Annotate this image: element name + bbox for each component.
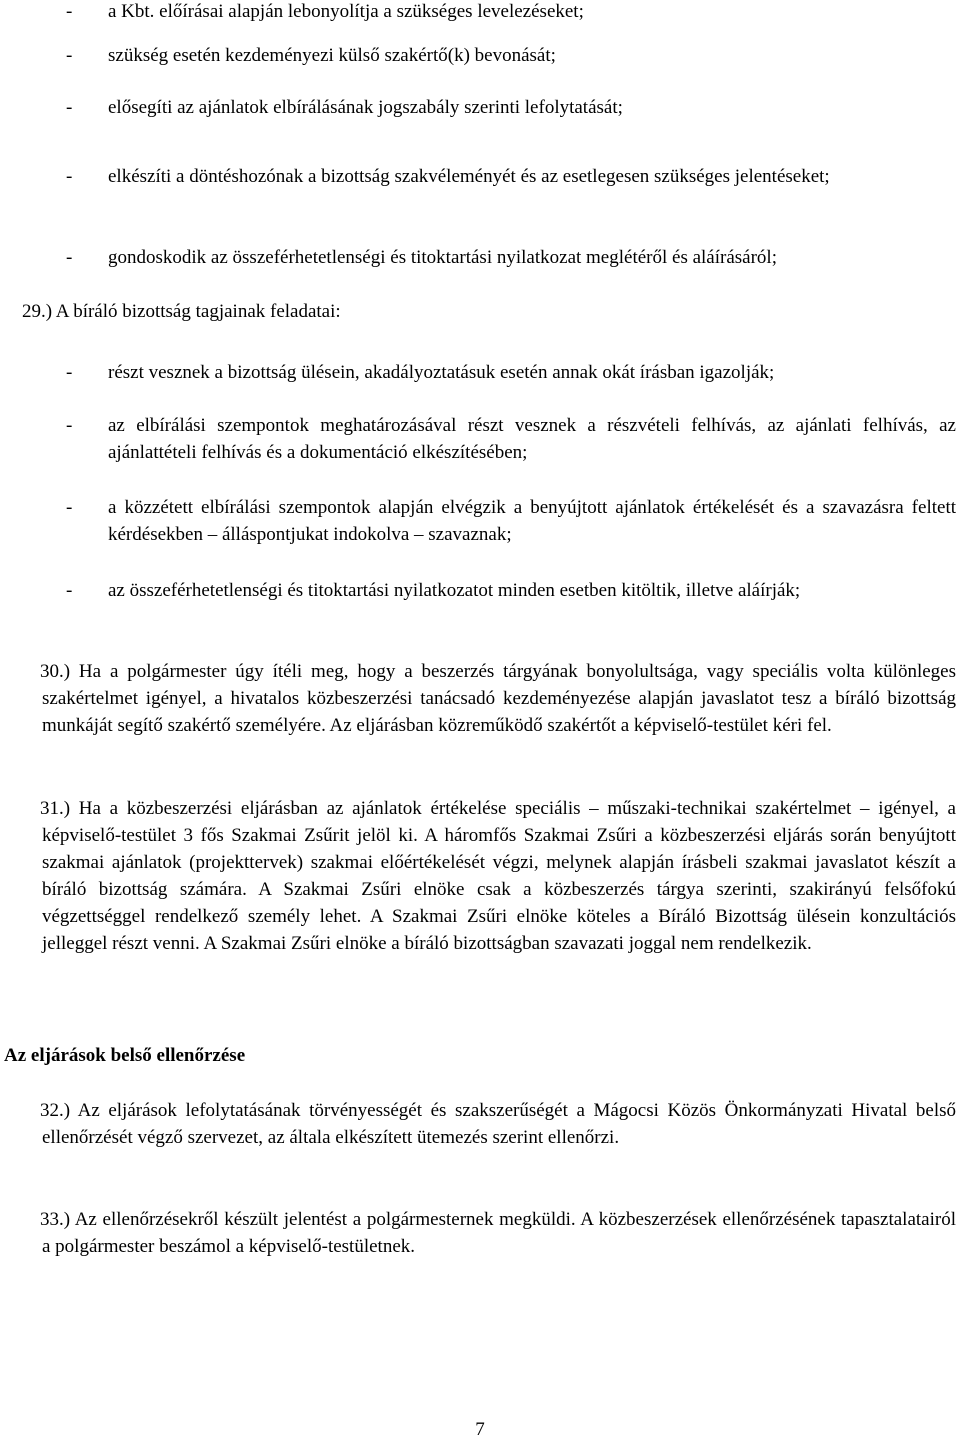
- list-item-text: az elbírálási szempontok meghatározásával részt vesznek a részvételi felhívás, az ajánlati felhívás, az ajánlattételi felhívás és a dokumentáció elkészítésében;: [108, 415, 956, 463]
- list-item-text: az összeférhetetlenségi és titoktartási nyilatkozatot minden esetben kitöltik, illetve aláírják;: [108, 580, 801, 601]
- list-item: [66, 412, 956, 466]
- list-item: [66, 94, 956, 121]
- list-item-text: szükség esetén kezdeményezi külső szakértő(k) bevonását;: [108, 45, 556, 66]
- page-number: 7: [475, 1419, 485, 1440]
- list-item: [66, 494, 956, 548]
- list-item: [66, 577, 956, 604]
- list-dash: -: [66, 45, 73, 66]
- list-item: [66, 359, 956, 386]
- list-dash: -: [66, 1, 73, 22]
- list-dash: -: [66, 415, 73, 436]
- list-dash: -: [66, 166, 73, 187]
- list-item: [66, 163, 956, 190]
- list-item-text: elkészíti a döntéshozónak a bizottság szakvéleményét és az esetlegesen szükséges jelentéseket;: [108, 166, 830, 187]
- list-item-text: a közzétett elbírálási szempontok alapján elvégzik a benyújtott ajánlatok értékelését és a szavazásra feltett kérdésekben – álláspontjukat indokolva – szavaznak;: [108, 497, 956, 545]
- section-29-title: 29.) A bíráló bizottság tagjainak feladatai:: [22, 301, 341, 322]
- list-item: [66, 0, 956, 25]
- list-item-text: gondoskodik az összeférhetetlenségi és titoktartási nyilatkozat meglétéről és aláírásáról;: [108, 247, 777, 268]
- section-30-paragraph: 30.) Ha a polgármester úgy ítéli meg, hogy a beszerzés tárgyának bonyolultsága, vagy speciális volta különleges szakértelmet igényel, a hivatalos közbeszerzési tanácsadó kezdeményezése alapján javaslatot tesz a bíráló bizottság munkáját segítő szakértő személyére. Az eljárásban közreműködő szakértőt a képviselő-testület kéri fel.: [40, 661, 956, 736]
- section-33-paragraph: 33.) Az ellenőrzésekről készült jelentést a polgármesternek megküldi. A közbeszerzések ellenőrzésének tapasztalatairól a polgármester beszámol a képviselő-testületnek.: [40, 1209, 956, 1257]
- list-dash: -: [66, 497, 73, 518]
- list-dash: -: [66, 580, 73, 601]
- list-item-text: elősegíti az ajánlatok elbírálásának jogszabály szerinti lefolytatását;: [108, 97, 623, 118]
- section-31-paragraph: 31.) Ha a közbeszerzési eljárásban az ajánlatok értékelése speciális – műszaki-technikai szakértelmet – igényel, a képviselő-testület 3 fős Szakmai Zsűrit jelöl ki. A háromfős Szakmai Zsűri a közbeszerzési eljárás során benyújtott szakmai ajánlatok (projekttervek) szakmai előértékelését végzi, melynek alapján írásbeli szakmai javaslatot készít a bíráló bizottság számára. A Szakmai Zsűri elnöke csak a közbeszerzés tárgya szerinti, szakirányú felsőfokú végzettséggel rendelkező személy lehet. A Szakmai Zsűri elnöke köteles a Bíráló Bizottság ülésein konzultációs jelleggel részt venni. A Szakmai Zsűri elnöke a bíráló bizottságban szavazati joggal nem rendelkezik.: [40, 798, 956, 954]
- list-item: [66, 42, 956, 69]
- list-dash: -: [66, 362, 73, 383]
- list-item-text: részt vesznek a bizottság ülésein, akadályoztatásuk esetén annak okát írásban igazolják;: [108, 362, 775, 383]
- section-heading: Az eljárások belső ellenőrzése: [4, 1045, 246, 1066]
- list-item-text: a Kbt. előírásai alapján lebonyolítja a szükséges levelezéseket;: [108, 1, 584, 22]
- list-dash: -: [66, 97, 73, 118]
- section-32-paragraph: 32.) Az eljárások lefolytatásának törvényességét és szakszerűségét a Mágocsi Közös Önkormányzati Hivatal belső ellenőrzését végző szervezet, az általa elkészített ütemezés szerint ellenőrzi.: [40, 1100, 956, 1148]
- list-dash: -: [66, 247, 73, 268]
- list-item: [66, 244, 956, 271]
